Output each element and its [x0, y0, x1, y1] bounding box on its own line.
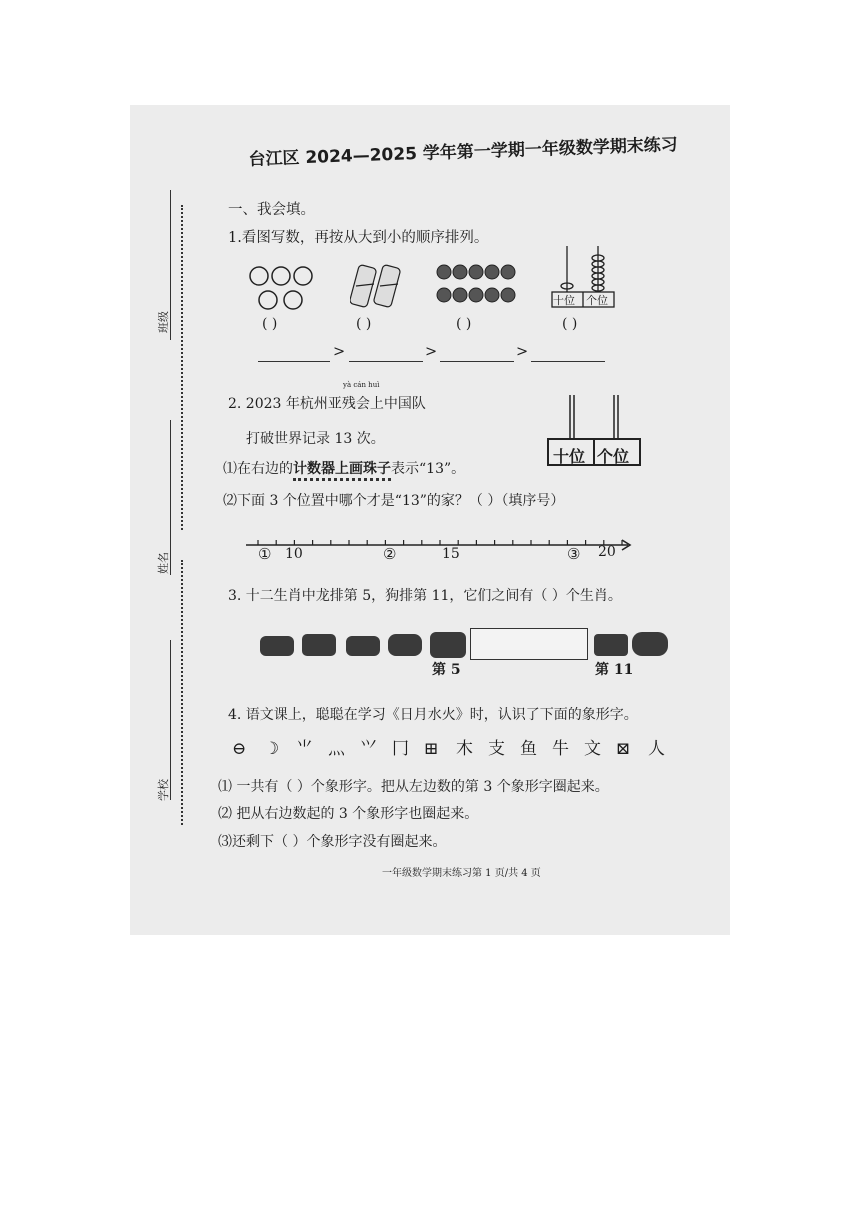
pictograph-glyph[interactable]: ⊠: [616, 739, 633, 759]
marker-3[interactable]: ③: [567, 545, 581, 563]
pictograph-glyph[interactable]: 冂: [392, 739, 411, 759]
zodiac-blank-box[interactable]: [470, 628, 588, 660]
q2-sub1-prefix: ⑴在右边的: [223, 461, 293, 477]
q4-text: 4. 语文课上，聪聪在学习《日月水火》时，认识了下面的象形字。: [228, 707, 638, 723]
marker-2[interactable]: ②: [383, 545, 397, 563]
school-label: 学校: [157, 779, 170, 801]
order-blank-3[interactable]: [440, 361, 514, 362]
gt-sign-3: >: [516, 344, 529, 360]
q1-text: 1.看图写数，再按从大到小的顺序排列。: [228, 230, 489, 246]
answer-paren-1[interactable]: ( ): [262, 316, 278, 332]
peach-picture: [248, 262, 318, 312]
zodiac-animals-right: [592, 628, 672, 662]
page-footer: 一年级数学期末练习第 1 页/共 4 页: [382, 868, 541, 879]
order-blank-1[interactable]: [258, 361, 330, 362]
pictograph-glyph[interactable]: ⼈: [648, 739, 667, 759]
q2-sub1-emphasis: 计数器上画珠子: [293, 461, 391, 481]
stick-bundles-picture: [350, 262, 406, 312]
pictograph-glyph[interactable]: ⺍: [360, 739, 379, 759]
side-line-school: [170, 640, 171, 800]
pictograph-glyph[interactable]: ⽊: [456, 739, 475, 759]
answer-paren-3[interactable]: ( ): [456, 316, 472, 332]
pictograph-glyph[interactable]: ⽀: [488, 739, 507, 759]
zodiac-animals-left: [258, 628, 468, 662]
tick-label-10: 10: [285, 546, 303, 562]
class-label: 班级: [157, 311, 170, 333]
gt-sign-2: >: [425, 344, 438, 360]
answer-paren-2[interactable]: ( ): [356, 316, 372, 332]
pictograph-glyph[interactable]: ☽: [264, 739, 282, 759]
pictograph-glyph[interactable]: ⻥: [520, 739, 539, 759]
q2-line1: 2. 2023 年杭州亚残会上中国队: [228, 396, 426, 412]
answer-paren-4[interactable]: ( ): [562, 316, 578, 332]
abacus-large-tens: 十位: [553, 447, 586, 466]
q2-sub1-suffix: 表示“13”。: [391, 461, 466, 477]
pictograph-glyph[interactable]: ⊖: [232, 739, 249, 759]
q4-sub1: ⑴ 一共有（ ）个象形字。把从左边数的第 3 个象形字圈起来。: [218, 779, 609, 795]
pictograph-glyph[interactable]: ⺌: [296, 739, 315, 759]
abacus-large-ones: 个位: [597, 447, 630, 466]
gt-sign-1: >: [333, 344, 346, 360]
zodiac-label-5: 第 5: [432, 662, 461, 678]
abacus-small-tens: 十位: [553, 294, 575, 307]
q3-text: 3. 十二生肖中龙排第 5，狗排第 11，它们之间有（ ）个生肖。: [228, 588, 622, 604]
binding-dots-1: [181, 205, 183, 530]
abacus-small-ones: 个位: [586, 294, 608, 307]
binding-dots-2: [181, 560, 183, 825]
q4-sub3: ⑶还剩下（ ）个象形字没有圈起来。: [218, 834, 447, 850]
q4-sub2: ⑵ 把从右边数起的 3 个象形字也圈起来。: [218, 806, 479, 822]
apples-picture: [436, 262, 522, 308]
pictograph-glyph[interactable]: ⽂: [584, 739, 603, 759]
tick-label-15: 15: [442, 546, 460, 562]
q2-line2: 打破世界记录 13 次。: [246, 431, 385, 447]
section-heading: 一、我会填。: [228, 202, 315, 218]
name-label: 姓名: [157, 552, 170, 574]
q2-pinyin: yà cán huì: [343, 381, 380, 389]
q2-sub1: [223, 458, 465, 478]
order-blank-4[interactable]: [531, 361, 605, 362]
pictograph-glyph[interactable]: ⽜: [552, 739, 571, 759]
page-title: 台江区 2024—2025 学年第一学期一年级数学期末练习: [248, 135, 679, 170]
tick-label-20: 20: [598, 544, 616, 560]
zodiac-label-11: 第 11: [595, 662, 634, 678]
pictograph-row: [232, 734, 680, 759]
order-blank-2[interactable]: [349, 361, 423, 362]
marker-1[interactable]: ①: [258, 545, 272, 563]
pictograph-glyph[interactable]: 灬: [328, 739, 347, 759]
q2-sub2: ⑵下面 3 个位置中哪个才是“13”的家？（ ）（填序号）: [223, 493, 565, 509]
pictograph-glyph[interactable]: ⊞: [424, 739, 441, 759]
